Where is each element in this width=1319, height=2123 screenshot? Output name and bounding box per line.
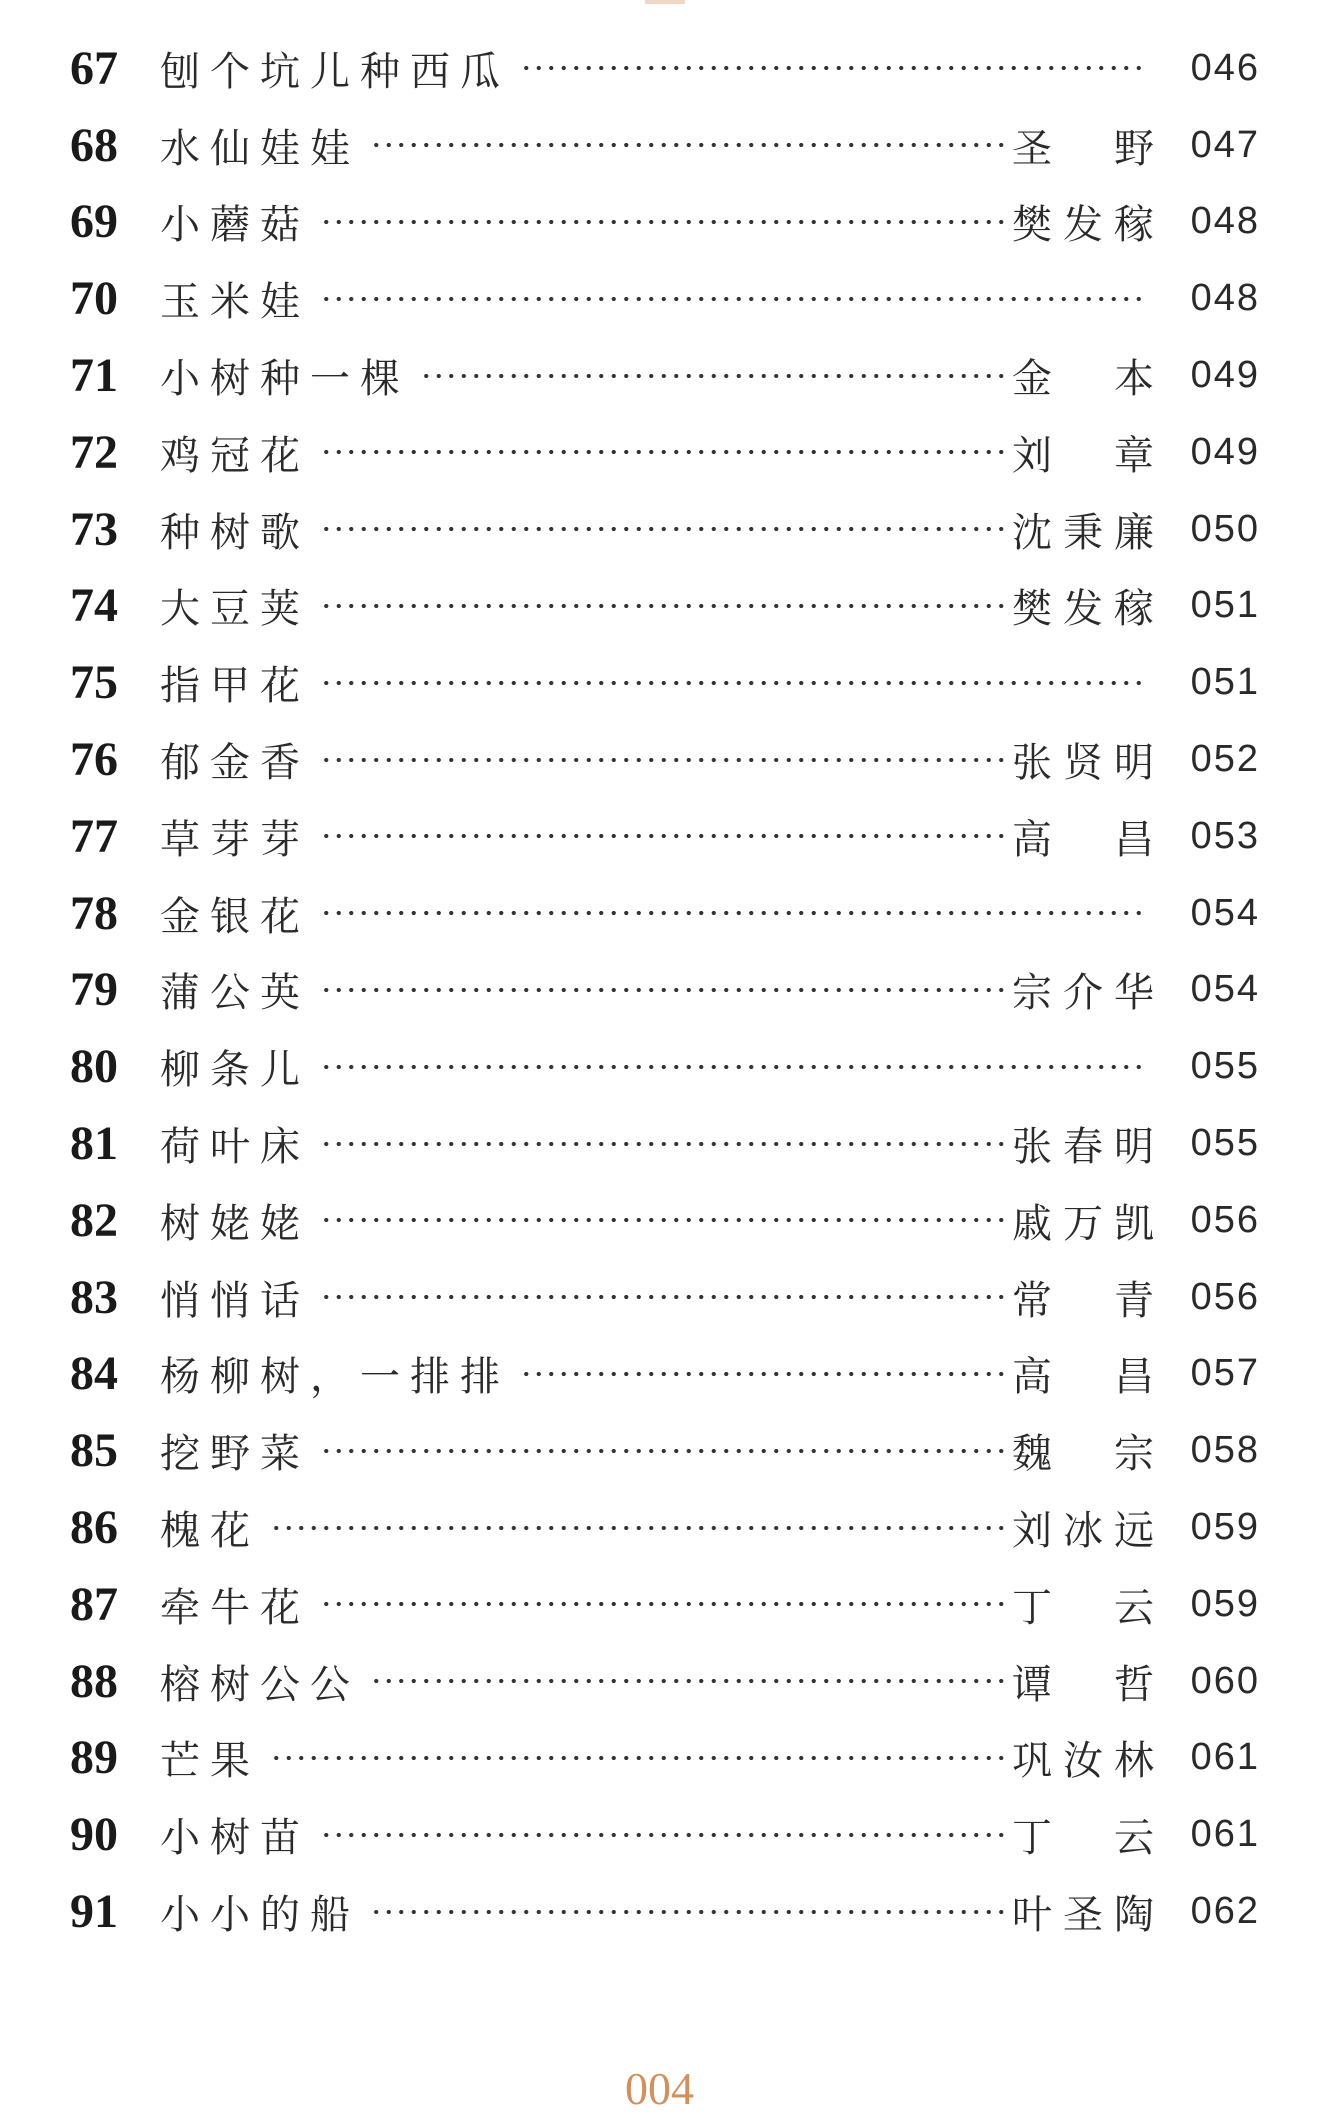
- dot-leader: [320, 432, 1006, 472]
- entry-number: 81: [70, 1117, 118, 1171]
- entry-title: 蒲公英: [160, 970, 310, 1017]
- entry-author: 高 昌: [1012, 816, 1154, 863]
- entry-number: 86: [70, 1501, 118, 1555]
- entry-page-number: 062: [1190, 1890, 1260, 1933]
- entry-author: 高 昌: [1012, 1354, 1154, 1401]
- entry-title: 草芽芽: [160, 816, 310, 863]
- entry-title: 槐花: [160, 1508, 260, 1555]
- entry-author: 刘 冰 远: [1012, 1508, 1154, 1555]
- entry-number: 68: [70, 118, 118, 172]
- table-of-contents: [70, 30, 1260, 1950]
- dot-leader: [320, 663, 1148, 703]
- entry-page-number: 051: [1190, 661, 1260, 704]
- toc-entry[interactable]: [70, 337, 1260, 414]
- entry-number: 69: [70, 195, 118, 249]
- entry-number: 74: [70, 579, 118, 633]
- toc-entry[interactable]: [70, 875, 1260, 952]
- entry-page-number: 053: [1190, 814, 1260, 857]
- entry-title: 指甲花: [160, 663, 310, 710]
- entry-title: 小小的船: [160, 1892, 360, 1939]
- toc-entry[interactable]: [70, 1412, 1260, 1489]
- entry-author: 丁 云: [1012, 1815, 1154, 1862]
- entry-title: 鸡冠花: [160, 432, 310, 479]
- toc-entry[interactable]: [70, 1028, 1260, 1105]
- entry-number: 79: [70, 963, 118, 1017]
- entry-title: 小树苗: [160, 1815, 310, 1862]
- entry-author: 魏 宗: [1012, 1431, 1154, 1478]
- entry-title: 玉米娃: [160, 279, 310, 326]
- entry-number: 87: [70, 1577, 118, 1631]
- entry-number: 76: [70, 733, 118, 787]
- entry-author: 张 春 明: [1012, 1124, 1154, 1171]
- entry-page-number: 056: [1190, 1198, 1260, 1241]
- entry-number: 83: [70, 1270, 118, 1324]
- entry-title: 郁金香: [160, 740, 310, 787]
- entry-page-number: 057: [1190, 1352, 1260, 1395]
- toc-entry[interactable]: [70, 1259, 1260, 1336]
- toc-entry[interactable]: [70, 414, 1260, 491]
- entry-title: 小蘑菇: [160, 202, 310, 249]
- dot-leader: [320, 1047, 1148, 1087]
- entry-page-number: 049: [1190, 430, 1260, 473]
- entry-author: 叶 圣 陶: [1012, 1892, 1154, 1939]
- dot-leader: [370, 125, 1006, 165]
- entry-title: 水仙娃娃: [160, 125, 360, 172]
- entry-title: 树姥姥: [160, 1200, 310, 1247]
- entry-author: 刘 章: [1012, 432, 1154, 479]
- top-edge-mark: [645, 0, 685, 4]
- entry-number: 78: [70, 886, 118, 940]
- toc-entry[interactable]: [70, 1182, 1260, 1259]
- entry-page-number: 048: [1190, 200, 1260, 243]
- entry-number: 67: [70, 41, 118, 95]
- entry-page-number: 054: [1190, 968, 1260, 1011]
- entry-number: 77: [70, 809, 118, 863]
- dot-leader: [270, 1738, 1006, 1778]
- entry-number: 89: [70, 1731, 118, 1785]
- entry-author: 金 本: [1012, 356, 1154, 403]
- entry-author: 樊 发 稼: [1012, 586, 1154, 633]
- dot-leader: [320, 1200, 1006, 1240]
- dot-leader: [370, 1892, 1006, 1932]
- dot-leader: [320, 1277, 1006, 1317]
- toc-entry[interactable]: [70, 644, 1260, 721]
- toc-entry[interactable]: [70, 798, 1260, 875]
- toc-entry[interactable]: [70, 1566, 1260, 1643]
- entry-author: 常 青: [1012, 1277, 1154, 1324]
- dot-leader: [320, 202, 1006, 242]
- dot-leader: [320, 816, 1006, 856]
- toc-entry[interactable]: [70, 1796, 1260, 1873]
- entry-title: 荷叶床: [160, 1124, 310, 1171]
- toc-entry[interactable]: [70, 184, 1260, 261]
- toc-entry[interactable]: [70, 568, 1260, 645]
- entry-page-number: 061: [1190, 1736, 1260, 1779]
- dot-leader: [320, 509, 1006, 549]
- dot-leader: [420, 356, 1006, 396]
- entry-page-number: 055: [1190, 1122, 1260, 1165]
- entry-number: 90: [70, 1808, 118, 1862]
- entry-title: 大豆荚: [160, 586, 310, 633]
- entry-page-number: 048: [1190, 277, 1260, 320]
- dot-leader: [320, 1431, 1006, 1471]
- entry-number: 72: [70, 425, 118, 479]
- entry-number: 75: [70, 656, 118, 710]
- entry-title: 悄悄话: [160, 1277, 310, 1324]
- dot-leader: [320, 1815, 1006, 1855]
- entry-page-number: 059: [1190, 1582, 1260, 1625]
- entry-number: 91: [70, 1885, 118, 1939]
- dot-leader: [320, 1124, 1006, 1164]
- dot-leader: [520, 48, 1148, 88]
- entry-title: 杨柳树，一排排: [160, 1354, 510, 1401]
- entry-title: 芒果: [160, 1738, 260, 1785]
- entry-page-number: 049: [1190, 354, 1260, 397]
- dot-leader: [320, 970, 1006, 1010]
- dot-leader: [320, 279, 1148, 319]
- toc-entry[interactable]: [70, 1336, 1260, 1413]
- entry-page-number: 046: [1190, 46, 1260, 89]
- entry-author: 樊 发 稼: [1012, 202, 1154, 249]
- dot-leader: [320, 740, 1006, 780]
- entry-author: 沈 秉 廉: [1012, 509, 1154, 556]
- entry-author: 圣 野: [1012, 125, 1154, 172]
- entry-number: 80: [70, 1040, 118, 1094]
- entry-page-number: 061: [1190, 1813, 1260, 1856]
- entry-page-number: 060: [1190, 1659, 1260, 1702]
- entry-author: 谭 哲: [1012, 1661, 1154, 1708]
- entry-author: 戚 万 凯: [1012, 1200, 1154, 1247]
- entry-title: 刨个坑儿种西瓜: [160, 48, 510, 95]
- toc-entry[interactable]: [70, 952, 1260, 1029]
- dot-leader: [270, 1508, 1006, 1548]
- toc-entry[interactable]: [70, 30, 1260, 107]
- entry-title: 柳条儿: [160, 1047, 310, 1094]
- entry-number: 82: [70, 1193, 118, 1247]
- toc-entry[interactable]: [70, 491, 1260, 568]
- dot-leader: [370, 1661, 1006, 1701]
- entry-page-number: 056: [1190, 1275, 1260, 1318]
- entry-page-number: 047: [1190, 123, 1260, 166]
- entry-page-number: 059: [1190, 1506, 1260, 1549]
- entry-author: 张 贤 明: [1012, 740, 1154, 787]
- toc-entry[interactable]: [70, 1105, 1260, 1182]
- dot-leader: [320, 1584, 1006, 1624]
- entry-page-number: 054: [1190, 891, 1260, 934]
- entry-page-number: 058: [1190, 1429, 1260, 1472]
- dot-leader: [320, 586, 1006, 626]
- entry-title: 挖野菜: [160, 1431, 310, 1478]
- entry-number: 88: [70, 1654, 118, 1708]
- entry-number: 85: [70, 1424, 118, 1478]
- entry-author: 巩 汝 林: [1012, 1738, 1154, 1785]
- entry-title: 牵牛花: [160, 1584, 310, 1631]
- entry-author: 丁 云: [1012, 1584, 1154, 1631]
- toc-entry[interactable]: [70, 1643, 1260, 1720]
- toc-entry[interactable]: [70, 1489, 1260, 1566]
- dot-leader: [520, 1354, 1006, 1394]
- entry-number: 73: [70, 502, 118, 556]
- entry-title: 种树歌: [160, 509, 310, 556]
- entry-author: 宗 介 华: [1012, 970, 1154, 1017]
- entry-title: 榕树公公: [160, 1661, 360, 1708]
- entry-number: 70: [70, 272, 118, 326]
- entry-number: 84: [70, 1347, 118, 1401]
- entry-page-number: 051: [1190, 584, 1260, 627]
- page-folio: 004: [625, 2063, 694, 2114]
- toc-entry[interactable]: [70, 1873, 1260, 1950]
- toc-entry[interactable]: [70, 1720, 1260, 1797]
- toc-entry[interactable]: [70, 260, 1260, 337]
- dot-leader: [320, 893, 1148, 933]
- entry-title: 金银花: [160, 893, 310, 940]
- toc-entry[interactable]: [70, 107, 1260, 184]
- toc-entry[interactable]: [70, 721, 1260, 798]
- entry-title: 小树种一棵: [160, 356, 410, 403]
- entry-page-number: 055: [1190, 1045, 1260, 1088]
- entry-number: 71: [70, 349, 118, 403]
- entry-page-number: 050: [1190, 507, 1260, 550]
- entry-page-number: 052: [1190, 738, 1260, 781]
